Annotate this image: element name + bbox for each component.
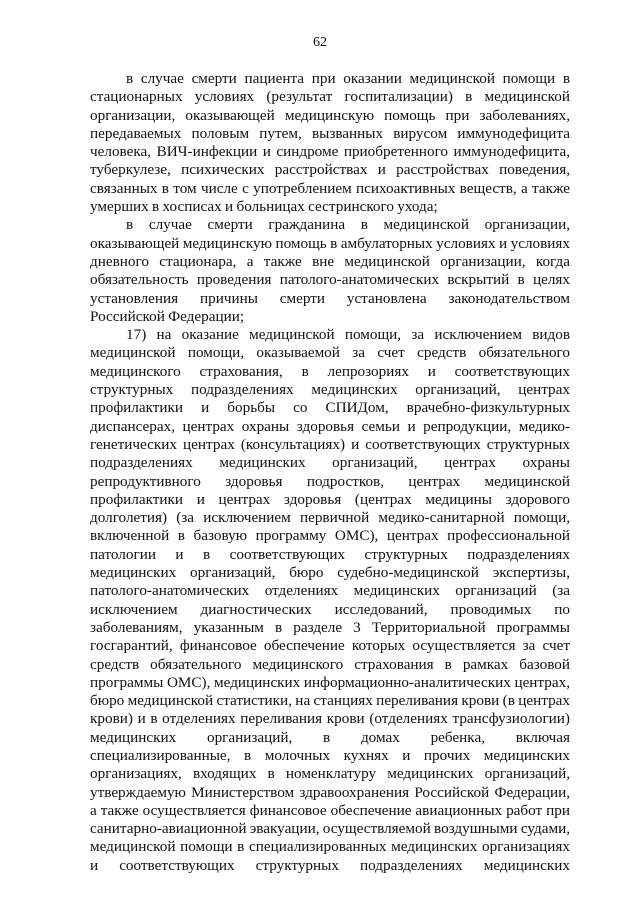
paragraph-item-17: 17) на оказание медицинской помощи, за исключением видов медицинской помощи, оказываемой за счет средств обязательного медицинского страхования, в лепрозориях и соответствующих структурных подразделениях медицинских организаций, центрах профилактики и борьбы со СПИДом, врачебно-физкультурных диспансерах, центрах охраны здоровья семьи и репродукции, медико-генетических центрах (консультациях) и соответствующих структурных подразделениях медицинских организаций, центрах охраны репродуктивного здоровья подростков, центрах медицинской профилактики и центрах здоровья (центрах медицины здорового долголетия) (за исключением первичной медико-санитарной помощи, включенной в базовую программу ОМС), центрах профессиональной патологии и в соответствующих структурных подразделениях медицинских организаций, бюро судебно-медицинской экспертизы, патолого-анатомических отделениях медицинских организаций (за исключением диагностических исследований, проводимых по заболеваниям, указанным в разделе 3 Территориальной программы госгарантий, финансовое обеспечение которых осуществляется за счет средств обязательного медицинского страхования в рамках базовой программы ОМС), медицинских информационно-аналитических центрах, бюро медицинской статистики, на станциях переливания крови (в центрах крови) и в отделениях переливания крови (отделениях трансфузиологии) медицинских организаций, в домах ребенка, включая специализированные, в молочных кухнях и прочих медицинских организациях, входящих в номенклатуру медицинских организаций, утверждаемую Министерством здравоохранения Российской Федерации, а также осуществляется финансовое обеспечение авиационных работ при санитарно-авиационной эвакуации, осуществляемой воздушными судами, медицинской помощи в специализированных медицинских организациях и соответствующих структурных подразделениях медицинских [90, 326, 570, 874]
paragraph-death-in-inpatient-care: в случае смерти пациента при оказании медицинской помощи в стационарных условиях (результат госпитализации) в медицинской организации, оказывающей медицинскую помощь при заболеваниях, передаваемых половым путем, вызванных вирусом иммунодефицита человека, ВИЧ-инфекции и синдроме приобретенного иммунодефицита, туберкулезе, психических расстройствах и расстройствах поведения, связанных в том числе с употреблением психоактивных веществ, а также умерших в хосписах и больницах сестринского ухода; [90, 70, 570, 216]
body-text [90, 70, 570, 875]
paragraph-death-in-outpatient-care: в случае смерти гражданина в медицинской организации, оказывающей медицинскую помощь в амбулаторных условиях и условиях дневного стационара, а также вне медицинской организации, когда обязательность проведения патолого-анатомических вскрытий в целях установления причины смерти установлена законодательством Российской Федерации; [90, 216, 570, 325]
page-number: 62 [313, 35, 327, 50]
